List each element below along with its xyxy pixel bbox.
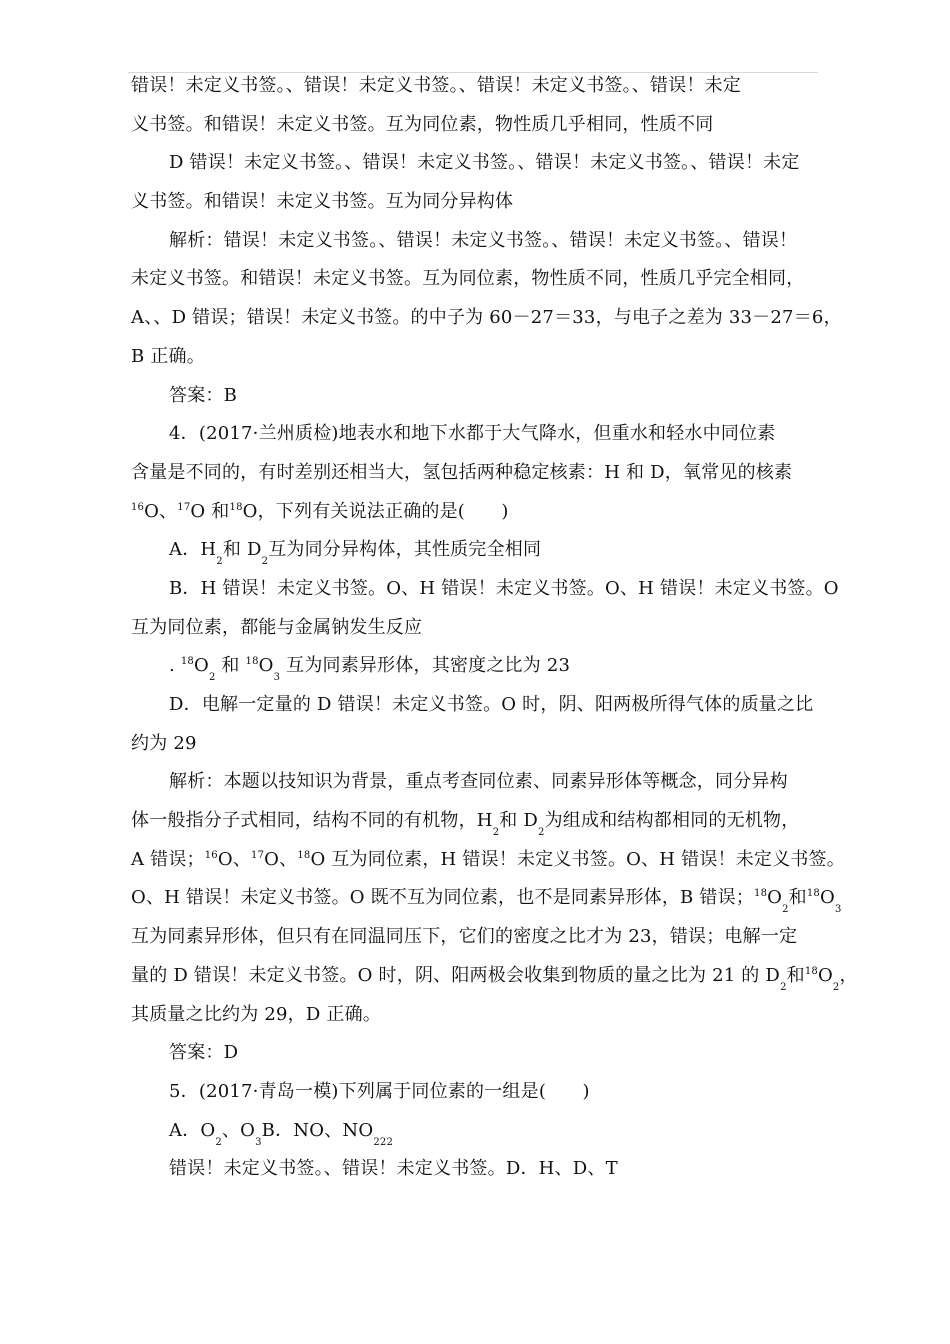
- analysis-line: 解析：本题以技知识为背景，重点考查同位素、同素异形体等概念，同分异构: [169, 771, 788, 793]
- mass-number: 17: [251, 849, 265, 861]
- text-span: O: [820, 887, 835, 909]
- mass-number: 18: [804, 965, 818, 977]
- mass-number: 18: [754, 888, 768, 900]
- text-line: 互为同素异形体，但只有在同温同压下，它们的密度之比才为 23，错误；电解一定: [131, 926, 798, 948]
- text-span: D．H、D、T: [505, 1158, 618, 1180]
- text-line: 义书签。和错误！未定义书签。互为同位素，物性质几乎相同，性质不同: [131, 113, 714, 135]
- subscript: 2: [780, 981, 787, 993]
- options-ab-line: [131, 1112, 821, 1151]
- text-span: 互为同分异构体，其性质完全相同: [268, 539, 542, 561]
- analysis-line: 解析：错误！未定义书签。、错误！未定义书签。、错误！未定义书签。、错误！: [169, 229, 798, 251]
- text-line: [131, 841, 845, 880]
- mass-number: 16: [131, 501, 145, 513]
- mass-number: 18: [180, 656, 194, 668]
- text-span: 和 D: [499, 810, 539, 832]
- text-line: [131, 493, 821, 532]
- subscript: 2: [208, 672, 216, 684]
- text-span: O 互为同位素，H 错误！未定义书签。O、H 错误！未定义书签。: [310, 848, 845, 870]
- text-span: 互为同素异形体，其密度之比为 23: [286, 655, 571, 677]
- text-span: B．NO、NO: [261, 1119, 374, 1141]
- text-line: 错误！未定义书签。、错误！未定义书签。、错误！未定义书签。、错误！未定: [131, 75, 741, 96]
- text-line: [131, 957, 858, 996]
- text-span: 体一般指分子式相同，结构不同的有机物，H: [131, 810, 493, 832]
- text-line: 未定义书签。和错误！未定义书签。互为同位素，物性质不同，性质几乎完全相同，: [131, 268, 805, 290]
- text-span: ，: [839, 964, 858, 986]
- subscript: 2: [215, 1136, 222, 1148]
- text-span: 和: [788, 887, 807, 909]
- mass-number: 18: [229, 501, 243, 513]
- text-span: .: [169, 655, 175, 677]
- question-4-stem: 4．(2017·兰州质检)地表水和地下水都于大气降水，但重水和轻水中同位素: [169, 423, 776, 445]
- text-span: O、: [144, 500, 178, 522]
- options-cd-line: [131, 1150, 821, 1189]
- mass-number: 18: [806, 888, 820, 900]
- option-d-line: D．电解一定量的 D 错误！未定义书签。O 时，阴、阳两极所得气体的质量之比: [169, 694, 814, 715]
- text-span: A．H: [169, 539, 217, 561]
- text-line: 约为 29: [131, 732, 197, 754]
- subscript: 2: [492, 827, 500, 839]
- option-a-line: [131, 531, 821, 570]
- subscript: 3: [255, 1136, 262, 1148]
- text-span: O: [193, 655, 209, 677]
- mass-number: 16: [204, 849, 218, 861]
- mass-number: 18: [297, 849, 311, 861]
- mass-number: 17: [177, 501, 191, 513]
- answer-line: 答案：D: [169, 1042, 239, 1064]
- text-line: 含量是不同的，有时差别还相当大，氢包括两种稳定核素：H 和 D，氧常见的核素: [131, 461, 793, 483]
- subscript: 2: [373, 1136, 380, 1148]
- text-span: O，下列有关说法正确的是( ): [242, 500, 509, 522]
- text-span: 和 D: [222, 539, 262, 561]
- subscript: 3: [834, 904, 842, 916]
- text-span: O、H 错误！未定义书签。O 既不互为同位素，也不是同素异形体，B 错误；: [131, 887, 755, 909]
- text-span: 为组成和结构都相同的无机物，: [544, 810, 800, 832]
- text-span: A 错误；: [131, 848, 205, 870]
- text-span: O、: [217, 848, 252, 870]
- mass-number: 18: [245, 656, 259, 668]
- text-span: O: [258, 655, 274, 677]
- subscript: 2: [379, 1136, 387, 1148]
- answer-line: 答案：B: [169, 384, 238, 406]
- text-span: 、O: [221, 1119, 256, 1141]
- text-span: O: [817, 964, 833, 986]
- text-line: B 正确。: [131, 345, 205, 367]
- text-line: 互为同位素，都能与金属钠发生反应: [131, 616, 423, 638]
- text-span: 量的 D 错误！未定义书签。O 时，阴、阳两极会收集到物质的量之比为 21 的 D: [131, 964, 781, 986]
- text-span: O: [767, 887, 783, 909]
- text-span: 错误！未定义书签。、错误！未定义书签。: [169, 1158, 506, 1180]
- text-span: A．O: [169, 1119, 216, 1141]
- text-line: A、、D 错误；错误！未定义书签。的中子为 60－27＝33，与电子之差为 33－27＝6，: [131, 307, 842, 329]
- option-c-line: [131, 647, 821, 686]
- text-line: 其质量之比约为 29，D 正确。: [131, 1003, 381, 1025]
- text-span: O、: [264, 848, 298, 870]
- text-line: [131, 802, 821, 841]
- subscript: 3: [273, 672, 281, 684]
- subscript: 2: [261, 556, 269, 568]
- text-line: [131, 879, 842, 918]
- subscript: 2: [538, 827, 545, 839]
- option-b-line: B．H 错误！未定义书签。O、H 错误！未定义书签。O、H 错误！未定义书签。O: [169, 577, 839, 599]
- text-span: 和: [221, 655, 240, 677]
- text-span: 和: [786, 964, 805, 986]
- document-body: [131, 67, 858, 1189]
- subscript: 2: [386, 1136, 393, 1148]
- subscript: 2: [782, 904, 789, 916]
- question-5-stem: 5．(2017·青岛一模)下列属于同位素的一组是( ): [169, 1080, 590, 1102]
- subscript: 2: [216, 556, 223, 568]
- subscript: 2: [832, 981, 840, 993]
- option-d-line: D 错误！未定义书签。、错误！未定义书签。、错误！未定义书签。、错误！未定: [169, 152, 800, 174]
- text-span: O 和: [190, 500, 230, 522]
- text-line: 义书签。和错误！未定义书签。互为同分异构体: [131, 191, 514, 213]
